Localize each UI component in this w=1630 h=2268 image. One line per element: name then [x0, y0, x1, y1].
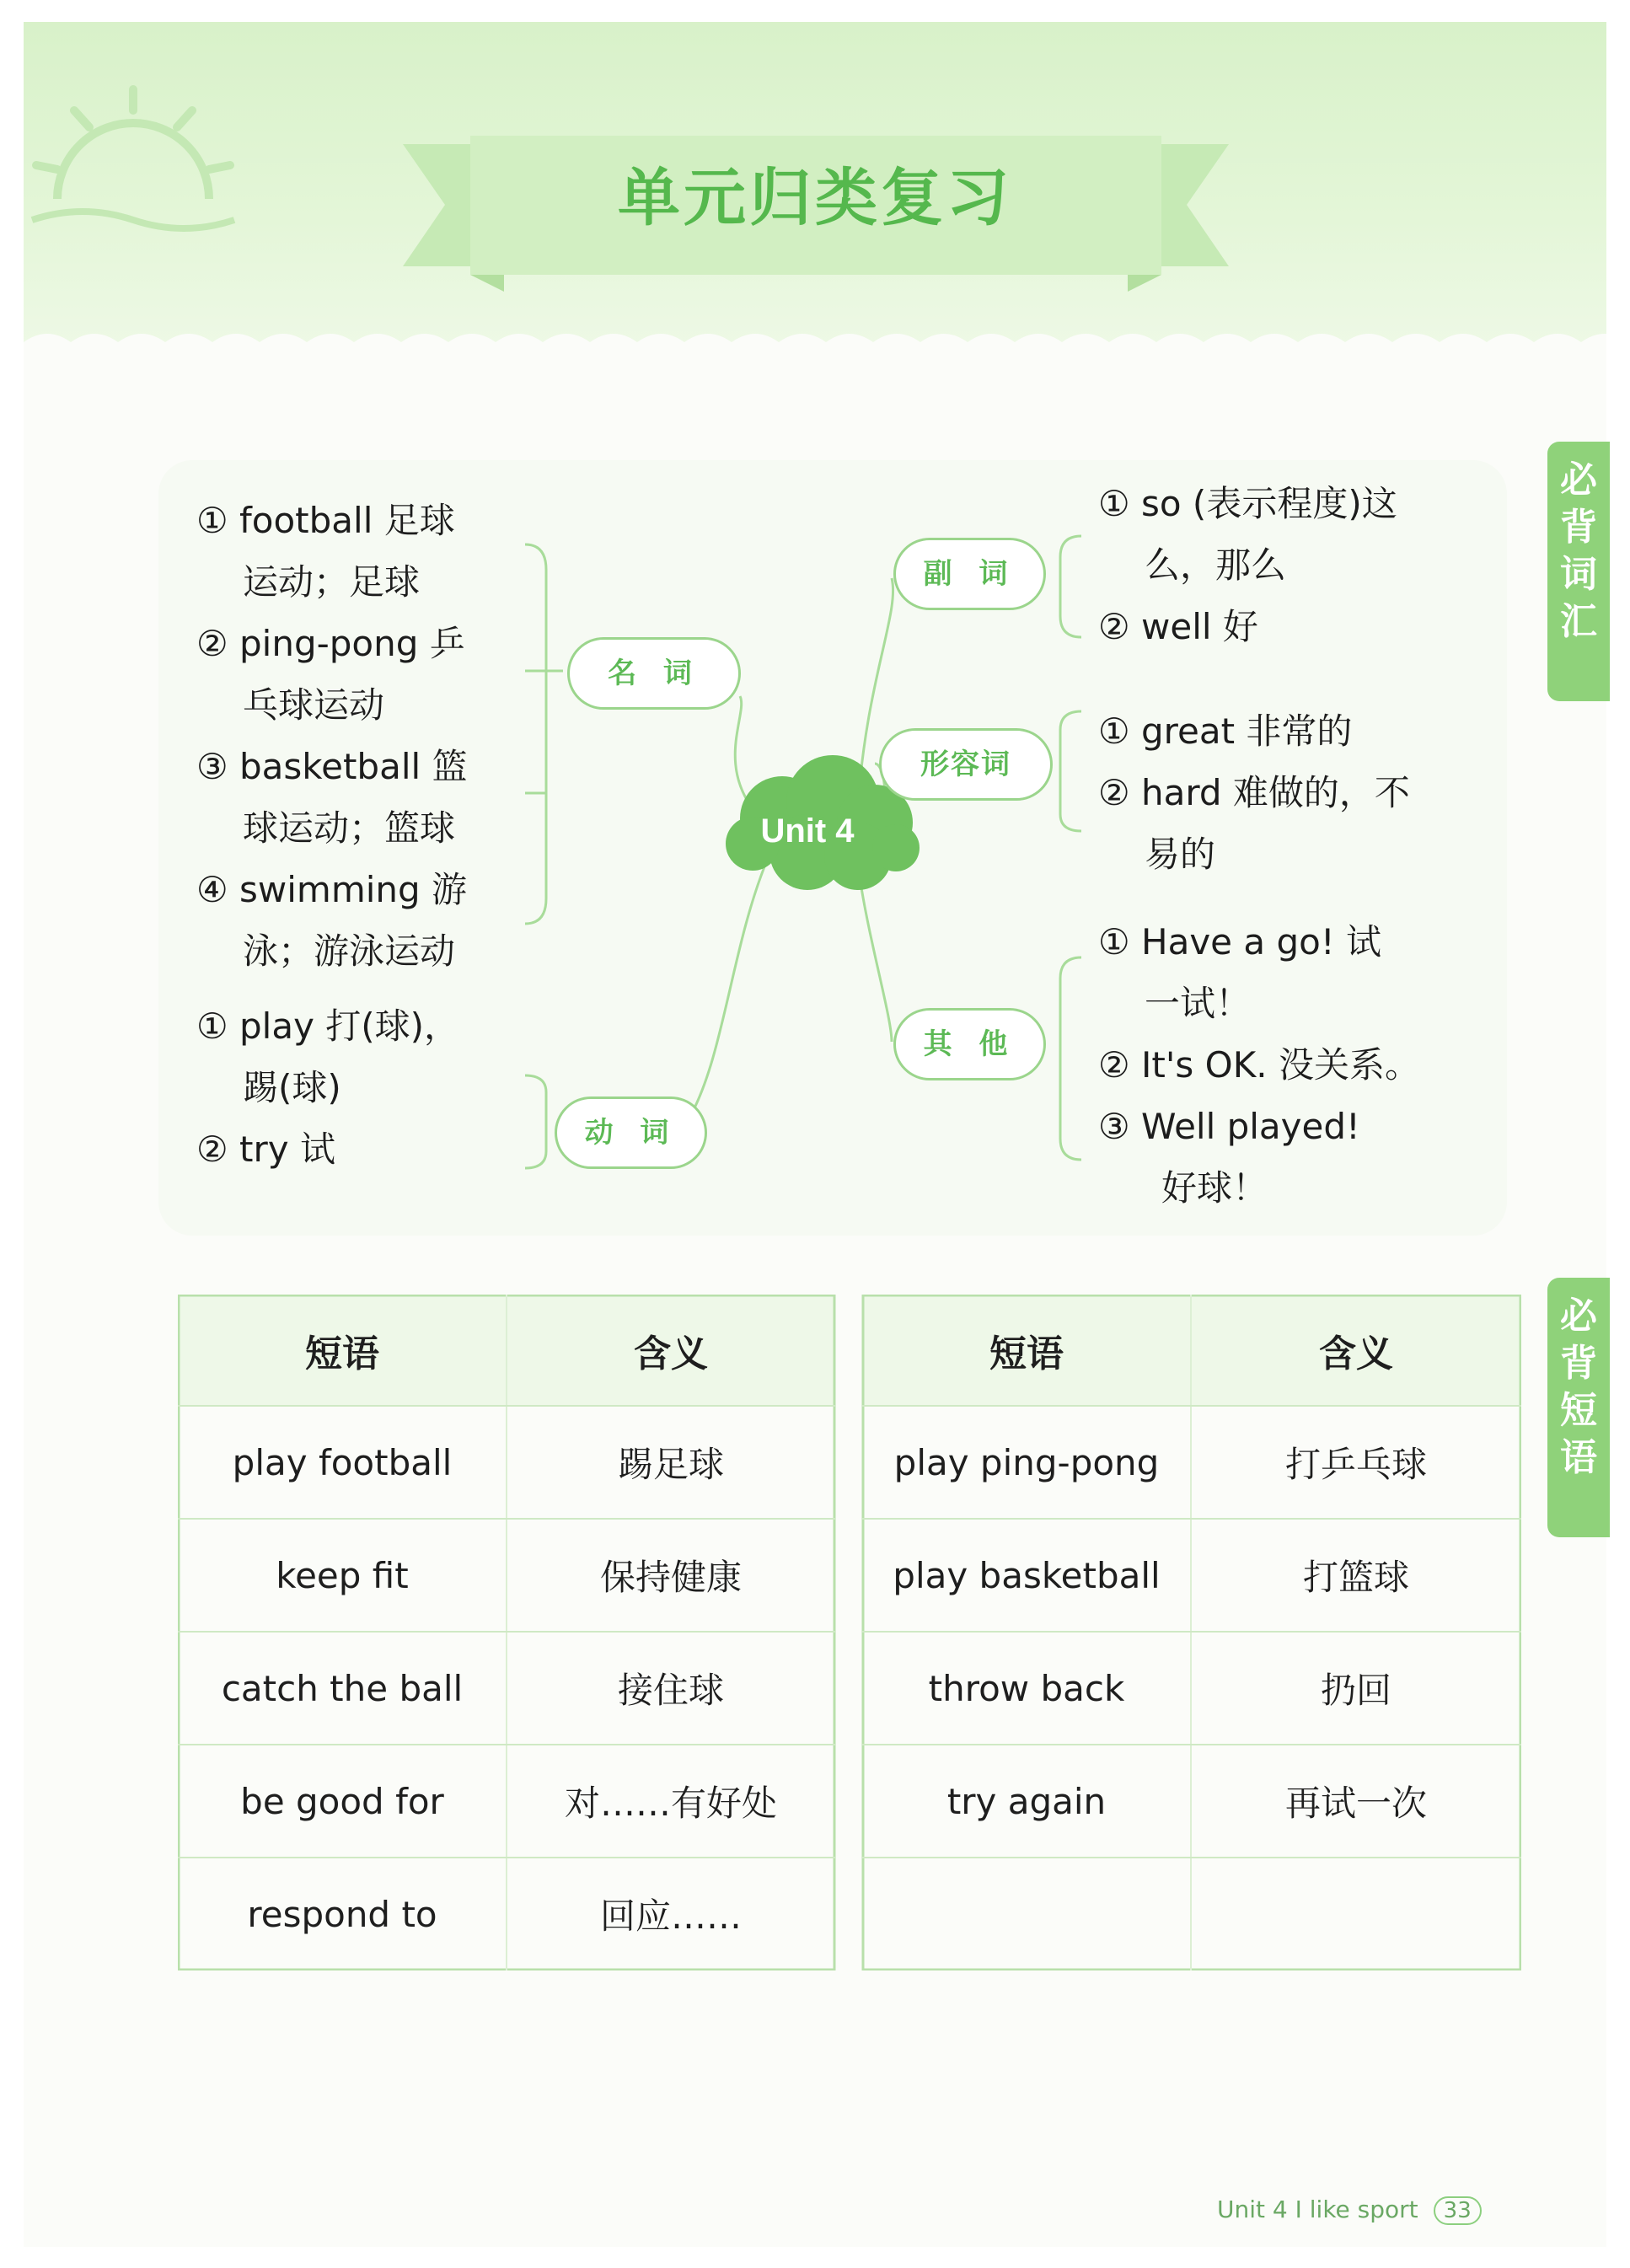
table-cell-phrase: throw back [928, 1667, 1125, 1709]
adverb-line: ① so (表示程度)这 [1098, 483, 1397, 524]
side-tab-phrases-char: 短 [1560, 1389, 1597, 1432]
table-cell-phrase: play basketball [893, 1554, 1161, 1596]
adjective-line: ② hard 难做的，不 [1098, 772, 1410, 813]
table-header-meaning: 含义 [1319, 1332, 1393, 1375]
noun-line: ④ swimming 游 [196, 869, 468, 910]
footer-unit-text: Unit 4 I like sport [1217, 2196, 1418, 2223]
table-cell-meaning: 保持健康 [599, 1557, 742, 1598]
other-line: 一试！ [1145, 983, 1252, 1024]
table-cell-phrase: keep fit [276, 1554, 409, 1596]
table-cell-phrase: play football [232, 1441, 453, 1483]
node-verbs: 动 词 [555, 1096, 707, 1169]
table-cell-phrase: be good for [240, 1780, 444, 1822]
verb-line: ② try 试 [196, 1129, 335, 1170]
table-header-phrase: 短语 [305, 1332, 379, 1375]
noun-line: 球运动；篮球 [243, 807, 456, 849]
noun-line: ② ping-pong 乒 [196, 623, 465, 664]
noun-line: 乓球运动 [243, 684, 385, 726]
noun-line: 泳；游泳运动 [243, 930, 456, 972]
other-line: ③ Well played! [1098, 1106, 1360, 1147]
page [24, 22, 1606, 2247]
table-cell-meaning: 对……有好处 [564, 1783, 777, 1824]
other-line: ① Have a go! 试 [1098, 921, 1382, 962]
other-line: ② It's OK. 没关系。 [1098, 1044, 1420, 1086]
verb-line: 踢(球) [243, 1067, 341, 1108]
node-adjectives: 形容词 [879, 728, 1053, 801]
table-cell-phrase: play ping-pong [893, 1441, 1160, 1483]
side-tab-phrases-char: 必 [1560, 1295, 1597, 1338]
table-cell-phrase: respond to [247, 1893, 437, 1935]
table-cell-meaning [1191, 1858, 1521, 1970]
node-others: 其 他 [893, 1008, 1046, 1080]
adjective-list [1098, 700, 1410, 885]
adverb-line: ② well 好 [1098, 606, 1258, 647]
table-cell-meaning: 再试一次 [1284, 1783, 1427, 1824]
verb-list [196, 995, 459, 1180]
other-line: 好球！ [1161, 1167, 1268, 1209]
noun-line: ③ basketball 篮 [196, 746, 468, 787]
page-number: 33 [1434, 2196, 1482, 2225]
other-list [1098, 911, 1420, 1219]
noun-list [196, 490, 468, 982]
side-tab-phrases[interactable] [1547, 1278, 1610, 1537]
node-adverbs: 副 词 [893, 538, 1046, 610]
side-tab-vocab-char: 必 [1560, 458, 1597, 501]
table-cell-phrase: try again [946, 1780, 1107, 1822]
adjective-line: ① great 非常的 [1098, 710, 1353, 752]
node-nouns: 名 词 [567, 637, 741, 710]
side-tab-phrases-char: 背 [1560, 1342, 1597, 1385]
table-cell-meaning: 扔回 [1320, 1670, 1391, 1711]
table-header-meaning: 含义 [634, 1332, 708, 1375]
adverb-list [1098, 473, 1397, 657]
table-cell-meaning: 打乒乓球 [1284, 1444, 1427, 1485]
noun-line: 运动；足球 [243, 561, 421, 603]
center-node-unit4: Unit 4 [760, 812, 855, 850]
side-tab-vocab-char: 词 [1560, 553, 1597, 596]
side-tab-vocab-char: 背 [1560, 506, 1597, 549]
side-tab-phrases-char: 语 [1560, 1436, 1597, 1479]
phrase-table [178, 1295, 1521, 1970]
table-cell-phrase [862, 1858, 1191, 1970]
table-cell-meaning: 打篮球 [1302, 1557, 1409, 1598]
table-header-phrase: 短语 [989, 1332, 1064, 1375]
page-title: 单元归类复习 [618, 162, 1012, 234]
table-cell-meaning: 踢足球 [617, 1444, 724, 1485]
table-gap [835, 1295, 862, 1970]
table-cell-meaning: 接住球 [617, 1670, 724, 1711]
adjective-line: 易的 [1145, 834, 1216, 875]
page-footer [1217, 2196, 1482, 2225]
side-tab-vocab-char: 汇 [1560, 600, 1597, 643]
verb-line: ① play 打(球)， [196, 1005, 460, 1047]
table-cell-phrase: catch the ball [221, 1667, 464, 1709]
adverb-line: 么，那么 [1145, 544, 1287, 586]
noun-line: ① football 足球 [196, 500, 455, 541]
table-cell-meaning: 回应…… [599, 1895, 742, 1937]
